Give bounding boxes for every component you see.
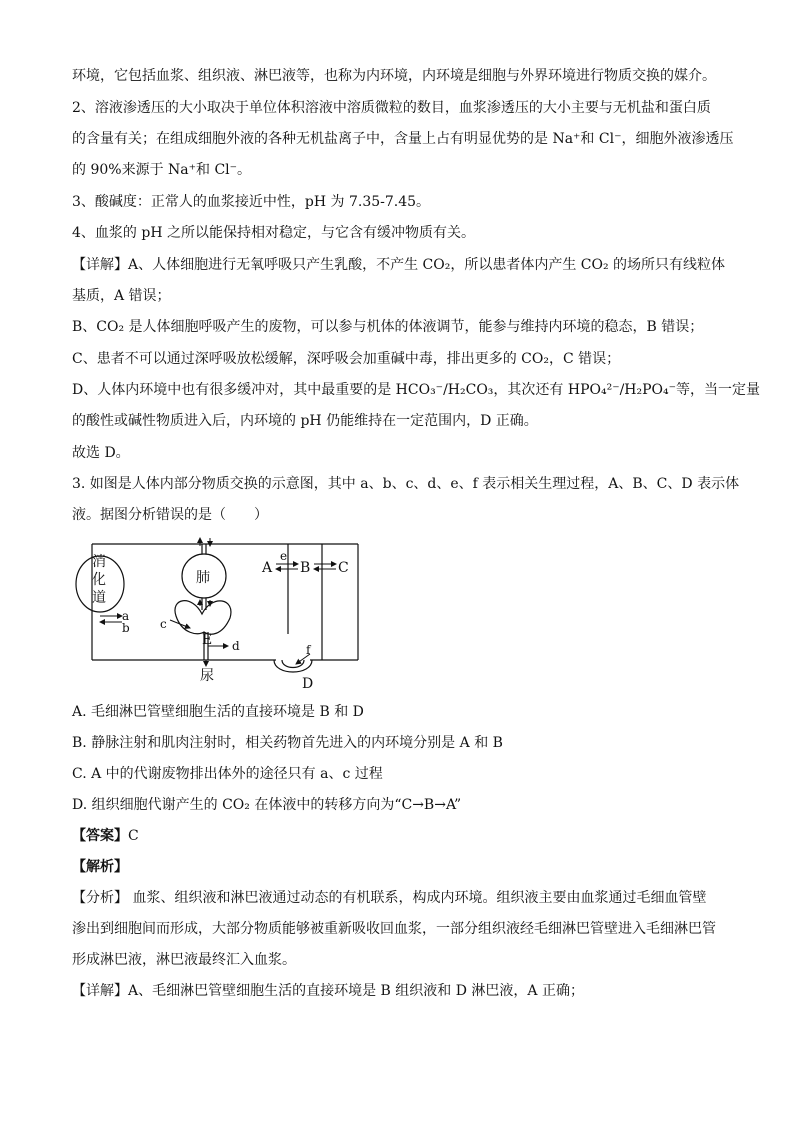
- text-line-12: 的酸性或碱性物质进入后，内环境的 pH 仍能维持在一定范围内，D 正确。: [72, 413, 538, 429]
- answer-line: [72, 826, 732, 846]
- analysis-tag: 【解析】: [72, 859, 128, 875]
- answer-tag: 【答案】: [72, 828, 128, 844]
- text-line-6: 4、血浆的 pH 之所以能保持相对稳定，与它含有缓冲物质有关。: [72, 225, 475, 241]
- text-line-8: 基质，A 错误；: [72, 288, 171, 304]
- label-f: f: [306, 643, 311, 657]
- analysis-line-3: 形成淋巴液，淋巴液最终汇入血浆。: [72, 952, 296, 968]
- label-urine: 尿: [200, 668, 214, 684]
- text-line-1: 环境，它包括血浆、组织液、淋巴液等，也称为内环境，内环境是细胞与外界环境进行物质交换的媒介。: [72, 68, 716, 84]
- exchange-diagram: [70, 536, 370, 692]
- text-line-5: 3、酸碱度：正常人的血浆接近中性，pH 为 7.35-7.45。: [72, 194, 431, 210]
- label-digestive-1: 消: [92, 554, 106, 570]
- label-kidney: E: [202, 632, 213, 648]
- label-c: c: [160, 617, 167, 631]
- analysis-line-2: 渗出到细胞间而形成，大部分物质能够被重新吸收回血浆，一部分组织液经毛细淋巴管壁进入毛细淋巴管: [72, 921, 716, 937]
- text-line-13: 故选 D。: [72, 445, 130, 461]
- label-b: b: [122, 621, 130, 635]
- analysis-line-4: 【详解】A、毛细淋巴管壁细胞生活的直接环境是 B 组织液和 D 淋巴液，A 正确；: [72, 983, 584, 999]
- label-fluid-B: B: [300, 560, 311, 576]
- text-line-4: 的 90%来源于 Na⁺和 Cl⁻。: [72, 162, 252, 178]
- label-a: a: [122, 609, 130, 623]
- option-b: B. 静脉注射和肌肉注射时，相关药物首先进入的内环境分别是 A 和 B: [72, 735, 503, 751]
- label-d: d: [232, 639, 240, 653]
- text-line-3: 的含量有关；在组成细胞外液的各种无机盐离子中，含量上占有明显优势的是 Na⁺和 Cl⁻，细胞外液渗透压: [72, 131, 734, 147]
- text-line-7: 【详解】A、人体细胞进行无氧呼吸只产生乳酸，不产生 CO₂，所以患者体内产生 CO₂ 的场所只有线粒体: [72, 257, 726, 273]
- text-line-11: D、人体内环境中也有很多缓冲对，其中最重要的是 HCO₃⁻/H₂CO₃，其次还有 HPO₄²⁻/H₂PO₄⁻等，当一定量: [72, 382, 761, 398]
- label-fluid-D: D: [302, 676, 314, 692]
- text-line-2: 2、溶液渗透压的大小取决于单位体积溶液中溶质微粒的数目，血浆渗透压的大小主要与无机盐和蛋白质: [72, 100, 711, 116]
- question-line-1: 3. 如图是人体内部分物质交换的示意图，其中 a、b、c、d、e、f 表示相关生理过程，A、B、C、D 表示体: [72, 476, 740, 492]
- question-line-2: 液。据图分析错误的是（ ）: [72, 507, 268, 523]
- text-line-10: C、患者不可以通过深呼吸放松缓解，深呼吸会加重碱中毒，排出更多的 CO₂，C 错误；: [72, 351, 621, 367]
- option-d: D. 组织细胞代谢产生的 CO₂ 在体液中的转移方向为“C→B→A”: [72, 797, 462, 813]
- label-digestive-2: 化: [92, 572, 106, 588]
- option-a: A. 毛细淋巴管壁细胞生活的直接环境是 B 和 D: [72, 704, 364, 720]
- label-e: e: [280, 549, 288, 563]
- label-fluid-A: A: [262, 560, 273, 576]
- answer-value: C: [128, 828, 139, 844]
- label-fluid-C: C: [338, 560, 349, 576]
- label-digestive-3: 道: [92, 590, 106, 606]
- analysis-line-1: 【分析】 血浆、组织液和淋巴液通过动态的有机联系，构成内环境。组织液主要由血浆通过毛细血管壁: [72, 890, 707, 906]
- option-c: C. A 中的代谢废物排出体外的途径只有 a、c 过程: [72, 766, 383, 782]
- text-line-9: B、CO₂ 是人体细胞呼吸产生的废物，可以参与机体的体液调节，能参与维持内环境的稳态，B 错误；: [72, 319, 704, 335]
- label-lung: 肺: [196, 570, 210, 586]
